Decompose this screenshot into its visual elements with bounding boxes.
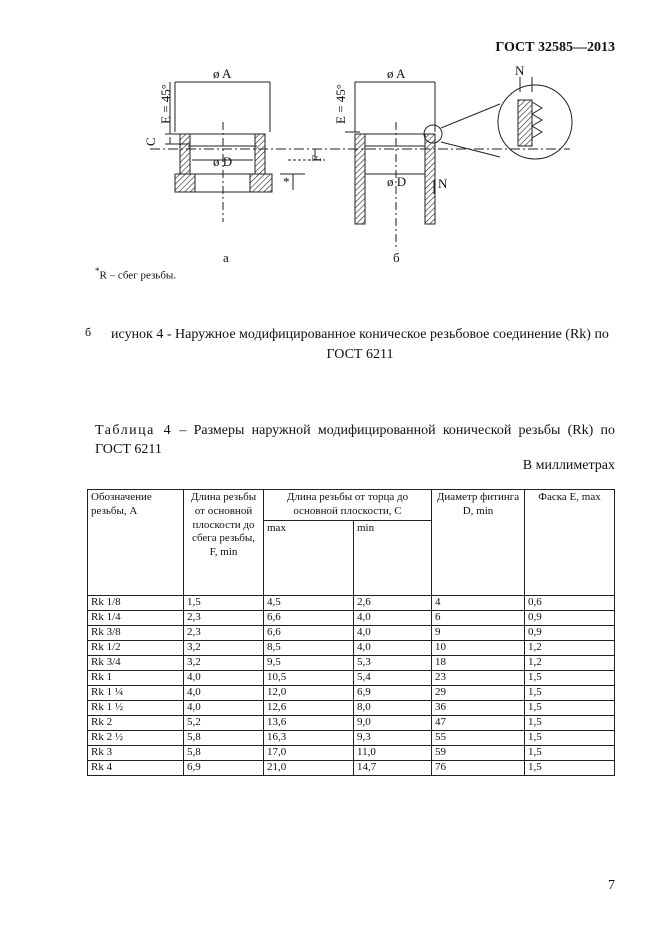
c-label: C bbox=[143, 137, 158, 146]
footnote-text: R – сбег резьбы. bbox=[99, 269, 177, 282]
cell-length-f: 1,5 bbox=[184, 595, 264, 610]
document-header: ГОСТ 32585—2013 bbox=[495, 40, 615, 55]
cell-diameter: 55 bbox=[432, 730, 525, 745]
units-note: В миллиметрах bbox=[522, 458, 615, 473]
table-title-text: – Размеры наружной модифицированной конической резьбы (Rk) по ГОСТ 6211 bbox=[95, 423, 615, 457]
cell-chamfer: 0,9 bbox=[525, 625, 615, 640]
cell-diameter: 9 bbox=[432, 625, 525, 640]
table-row bbox=[88, 760, 615, 775]
cell-length-f: 3,2 bbox=[184, 640, 264, 655]
sub-label-a: а bbox=[223, 250, 229, 265]
cell-c-min: 2,6 bbox=[354, 595, 432, 610]
cell-length-f: 2,3 bbox=[184, 610, 264, 625]
table-row bbox=[88, 700, 615, 715]
header-chamfer: Фаска E, max bbox=[525, 490, 615, 596]
table-row bbox=[88, 655, 615, 670]
cell-designation: Rk 1/4 bbox=[88, 610, 184, 625]
cell-designation: Rk 3/4 bbox=[88, 655, 184, 670]
cell-chamfer: 1,2 bbox=[525, 655, 615, 670]
cell-c-min: 8,0 bbox=[354, 700, 432, 715]
star-label: * bbox=[283, 174, 290, 189]
table-row bbox=[88, 625, 615, 640]
cell-c-min: 11,0 bbox=[354, 745, 432, 760]
n-top-label: N bbox=[515, 63, 525, 78]
dia-d-left-label: ø D bbox=[213, 154, 233, 169]
n-side-label: N bbox=[438, 176, 448, 191]
cell-length-f: 6,9 bbox=[184, 760, 264, 775]
page-number: 7 bbox=[608, 878, 615, 893]
figure-footnote bbox=[95, 266, 176, 282]
dia-a-right-label: ø A bbox=[387, 66, 406, 81]
cell-designation: Rk 1 ½ bbox=[88, 700, 184, 715]
cell-diameter: 6 bbox=[432, 610, 525, 625]
cell-diameter: 18 bbox=[432, 655, 525, 670]
cell-c-max: 9,5 bbox=[264, 655, 354, 670]
cell-length-f: 4,0 bbox=[184, 670, 264, 685]
cell-chamfer: 1,5 bbox=[525, 670, 615, 685]
table-row bbox=[88, 745, 615, 760]
header-diameter: Диаметр фитинга D, min bbox=[432, 490, 525, 596]
cell-c-max: 12,6 bbox=[264, 700, 354, 715]
cell-chamfer: 1,2 bbox=[525, 640, 615, 655]
cell-c-min: 5,3 bbox=[354, 655, 432, 670]
cell-diameter: 23 bbox=[432, 670, 525, 685]
cell-c-max: 16,3 bbox=[264, 730, 354, 745]
technical-drawing bbox=[143, 62, 620, 272]
cell-diameter: 36 bbox=[432, 700, 525, 715]
cell-length-f: 4,0 bbox=[184, 700, 264, 715]
sub-label-b: б bbox=[393, 250, 400, 265]
cell-chamfer: 1,5 bbox=[525, 715, 615, 730]
table-row bbox=[88, 640, 615, 655]
angle-right-label: E = 45° bbox=[333, 84, 348, 124]
cell-c-min: 9,0 bbox=[354, 715, 432, 730]
cell-c-min: 4,0 bbox=[354, 625, 432, 640]
table-row bbox=[88, 595, 615, 610]
header-length-f: Длина резьбы от основной плоскости до сбега резьбы, F, min bbox=[184, 490, 264, 596]
cell-diameter: 47 bbox=[432, 715, 525, 730]
cell-length-f: 2,3 bbox=[184, 625, 264, 640]
caption-number: б bbox=[85, 325, 92, 339]
cell-c-min: 9,3 bbox=[354, 730, 432, 745]
cell-c-min: 4,0 bbox=[354, 610, 432, 625]
cell-designation: Rk 1 bbox=[88, 670, 184, 685]
dia-d-right-label: ø D bbox=[387, 174, 407, 189]
cell-c-max: 4,5 bbox=[264, 595, 354, 610]
cell-c-max: 8,5 bbox=[264, 640, 354, 655]
cell-designation: Rk 2 bbox=[88, 715, 184, 730]
cell-diameter: 4 bbox=[432, 595, 525, 610]
cell-c-max: 17,0 bbox=[264, 745, 354, 760]
cell-diameter: 29 bbox=[432, 685, 525, 700]
table-row bbox=[88, 715, 615, 730]
cell-length-f: 4,0 bbox=[184, 685, 264, 700]
cell-diameter: 59 bbox=[432, 745, 525, 760]
cell-length-f: 3,2 bbox=[184, 655, 264, 670]
cell-chamfer: 1,5 bbox=[525, 730, 615, 745]
cell-length-f: 5,8 bbox=[184, 730, 264, 745]
footnote-mark: * bbox=[95, 266, 100, 276]
cell-chamfer: 0,9 bbox=[525, 610, 615, 625]
cell-c-min: 14,7 bbox=[354, 760, 432, 775]
header-max: max bbox=[264, 520, 354, 595]
caption-text: исунок 4 - Наружное модифицированное коническое резьбовое соединение (Rk) по ГОСТ 6211 bbox=[111, 327, 609, 362]
cell-diameter: 10 bbox=[432, 640, 525, 655]
cell-chamfer: 1,5 bbox=[525, 685, 615, 700]
cell-length-f: 5,8 bbox=[184, 745, 264, 760]
cell-designation: Rk 3 bbox=[88, 745, 184, 760]
cell-chamfer: 1,5 bbox=[525, 745, 615, 760]
table-row bbox=[88, 730, 615, 745]
cell-c-max: 6,6 bbox=[264, 625, 354, 640]
cell-c-max: 21,0 bbox=[264, 760, 354, 775]
f-label: F bbox=[309, 154, 324, 162]
cell-c-min: 5,4 bbox=[354, 670, 432, 685]
cell-designation: Rk 3/8 bbox=[88, 625, 184, 640]
header-length-c: Длина резьбы от торца до основной плоскости, C bbox=[264, 490, 432, 521]
cell-c-min: 6,9 bbox=[354, 685, 432, 700]
thread-dimensions-table bbox=[87, 489, 615, 776]
cell-c-min: 4,0 bbox=[354, 640, 432, 655]
table-row bbox=[88, 670, 615, 685]
cell-c-max: 10,5 bbox=[264, 670, 354, 685]
header-designation: Обозначение резьбы, A bbox=[88, 490, 184, 596]
cell-c-max: 13,6 bbox=[264, 715, 354, 730]
table-row bbox=[88, 685, 615, 700]
cell-designation: Rk 1 ¼ bbox=[88, 685, 184, 700]
cell-chamfer: 1,5 bbox=[525, 760, 615, 775]
table-title-prefix: Таблица 4 bbox=[95, 423, 173, 438]
header-min: min bbox=[354, 520, 432, 595]
cell-c-max: 6,6 bbox=[264, 610, 354, 625]
cell-designation: Rk 2 ½ bbox=[88, 730, 184, 745]
cell-designation: Rk 4 bbox=[88, 760, 184, 775]
cell-diameter: 76 bbox=[432, 760, 525, 775]
cell-designation: Rk 1/2 bbox=[88, 640, 184, 655]
cell-length-f: 5,2 bbox=[184, 715, 264, 730]
figure-caption bbox=[85, 325, 615, 364]
table-row bbox=[88, 610, 615, 625]
cell-chamfer: 1,5 bbox=[525, 700, 615, 715]
dia-a-left-label: ø A bbox=[213, 66, 232, 81]
angle-left-label: E = 45° bbox=[158, 84, 173, 124]
cell-chamfer: 0,6 bbox=[525, 595, 615, 610]
table-title bbox=[95, 422, 615, 460]
cell-designation: Rk 1/8 bbox=[88, 595, 184, 610]
cell-c-max: 12,0 bbox=[264, 685, 354, 700]
